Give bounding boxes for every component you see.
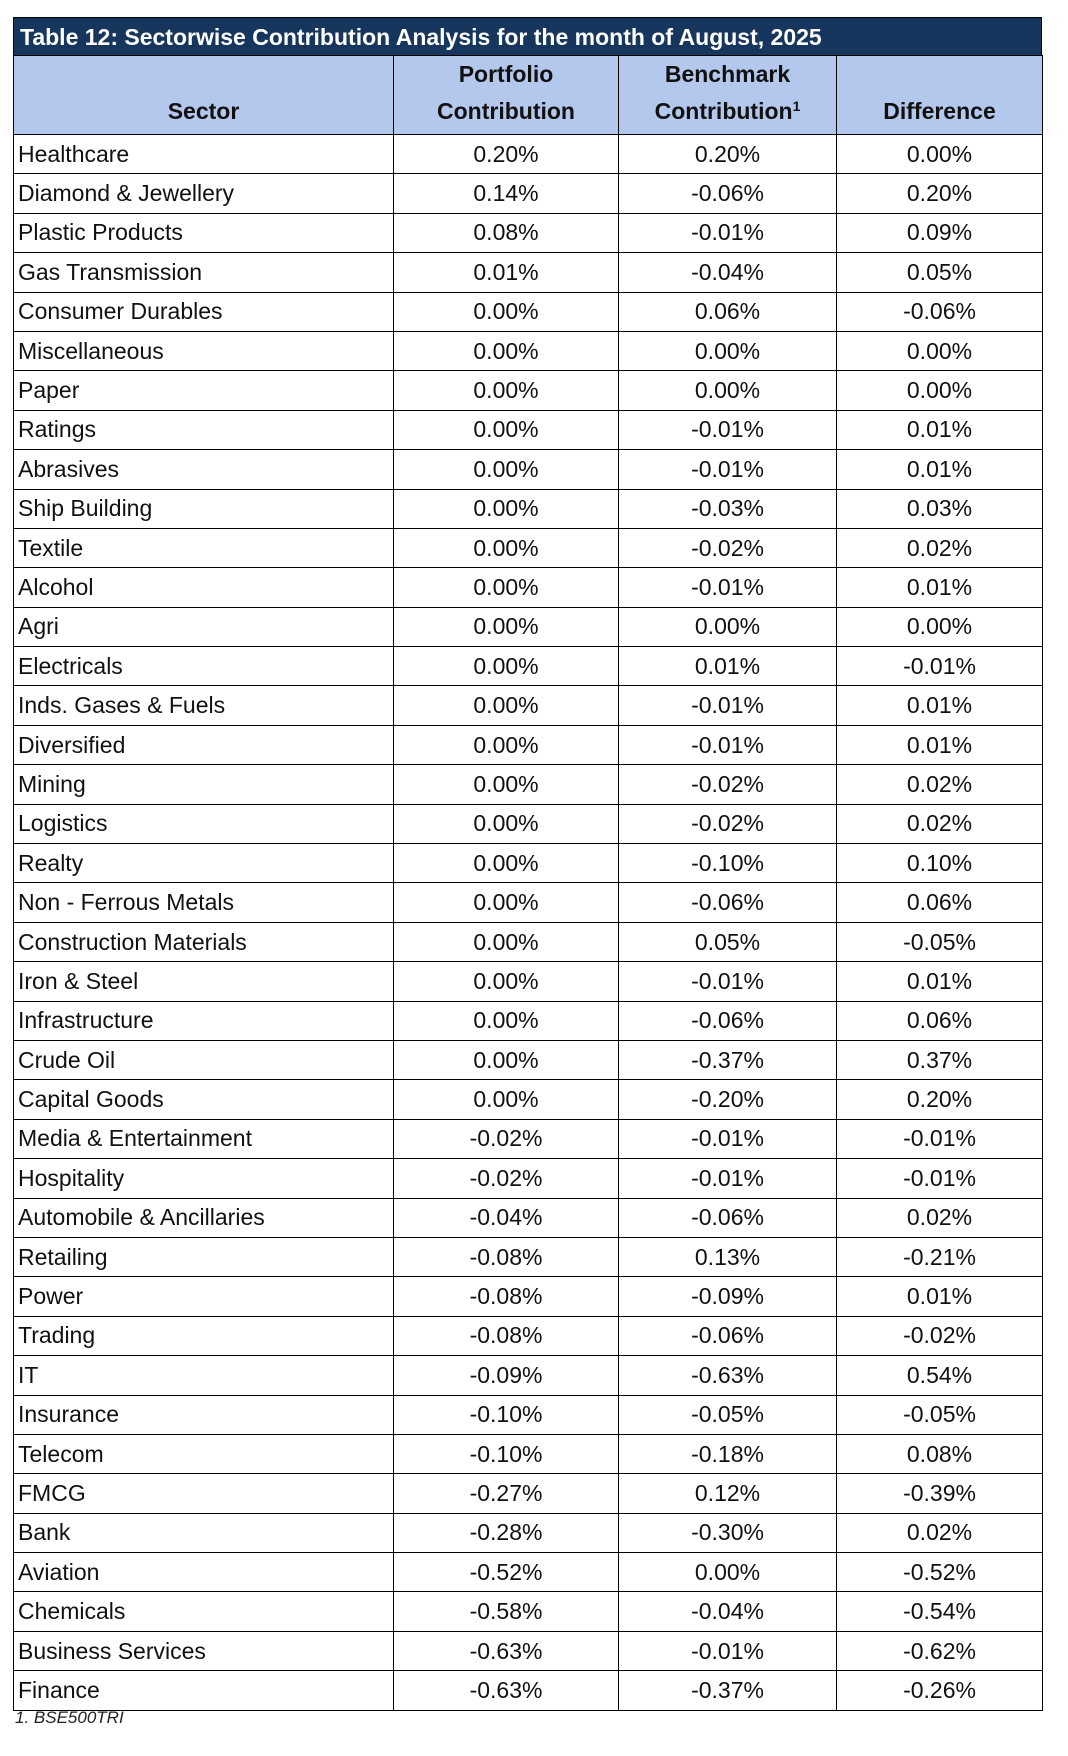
portfolio-contribution-cell: 0.00% bbox=[394, 528, 619, 567]
sector-cell: Iron & Steel bbox=[14, 962, 394, 1001]
sector-cell: Ship Building bbox=[14, 489, 394, 528]
header-difference bbox=[837, 56, 1043, 135]
header-benchmark-contribution bbox=[619, 56, 837, 135]
difference-cell: -0.05% bbox=[837, 922, 1043, 961]
benchmark-contribution-cell: 0.05% bbox=[619, 922, 837, 961]
sector-cell: Agri bbox=[14, 607, 394, 646]
table-row bbox=[14, 1553, 1043, 1592]
table-row bbox=[14, 135, 1043, 174]
table-row bbox=[14, 371, 1043, 410]
benchmark-contribution-cell: 0.00% bbox=[619, 607, 837, 646]
table-row bbox=[14, 213, 1043, 252]
sector-cell: Chemicals bbox=[14, 1592, 394, 1631]
sector-cell: Aviation bbox=[14, 1553, 394, 1592]
benchmark-contribution-cell: -0.01% bbox=[619, 962, 837, 1001]
portfolio-contribution-cell: -0.28% bbox=[394, 1513, 619, 1552]
difference-cell: 0.01% bbox=[837, 450, 1043, 489]
benchmark-contribution-cell: -0.30% bbox=[619, 1513, 837, 1552]
benchmark-contribution-cell: 0.06% bbox=[619, 292, 837, 331]
sector-cell: Construction Materials bbox=[14, 922, 394, 961]
portfolio-contribution-cell: 0.00% bbox=[394, 765, 619, 804]
portfolio-contribution-cell: -0.10% bbox=[394, 1395, 619, 1434]
benchmark-contribution-cell: -0.02% bbox=[619, 765, 837, 804]
table-row bbox=[14, 174, 1043, 213]
portfolio-contribution-cell: 0.00% bbox=[394, 962, 619, 1001]
header-sector bbox=[14, 56, 394, 135]
benchmark-contribution-cell: -0.01% bbox=[619, 686, 837, 725]
portfolio-contribution-cell: 0.00% bbox=[394, 489, 619, 528]
portfolio-contribution-cell: -0.10% bbox=[394, 1434, 619, 1473]
table-row bbox=[14, 1080, 1043, 1119]
table-row bbox=[14, 1356, 1043, 1395]
difference-cell: 0.03% bbox=[837, 489, 1043, 528]
table-row bbox=[14, 410, 1043, 449]
sector-cell: Business Services bbox=[14, 1631, 394, 1670]
header-sector-label: Sector bbox=[167, 98, 240, 124]
table-row bbox=[14, 922, 1043, 961]
sector-cell: Bank bbox=[14, 1513, 394, 1552]
benchmark-contribution-cell: -0.04% bbox=[619, 253, 837, 292]
sector-cell: Finance bbox=[14, 1671, 394, 1710]
sector-cell: Textile bbox=[14, 528, 394, 567]
benchmark-contribution-cell: -0.10% bbox=[619, 844, 837, 883]
footnote-marker: 1 bbox=[792, 98, 801, 114]
portfolio-contribution-cell: 0.20% bbox=[394, 135, 619, 174]
benchmark-contribution-cell: 0.00% bbox=[619, 1553, 837, 1592]
difference-cell: -0.21% bbox=[837, 1237, 1043, 1276]
benchmark-contribution-cell: -0.02% bbox=[619, 804, 837, 843]
portfolio-contribution-cell: 0.00% bbox=[394, 844, 619, 883]
sector-cell: Realty bbox=[14, 844, 394, 883]
difference-cell: 0.00% bbox=[837, 331, 1043, 370]
sector-cell: Crude Oil bbox=[14, 1040, 394, 1079]
difference-cell: 0.08% bbox=[837, 1434, 1043, 1473]
portfolio-contribution-cell: 0.00% bbox=[394, 647, 619, 686]
table-row bbox=[14, 1198, 1043, 1237]
portfolio-contribution-cell: -0.52% bbox=[394, 1553, 619, 1592]
portfolio-contribution-cell: -0.08% bbox=[394, 1237, 619, 1276]
table-row bbox=[14, 1434, 1043, 1473]
header-difference-label: Difference bbox=[883, 98, 996, 124]
table-row bbox=[14, 253, 1043, 292]
sector-cell: Plastic Products bbox=[14, 213, 394, 252]
sector-cell: Ratings bbox=[14, 410, 394, 449]
portfolio-contribution-cell: 0.00% bbox=[394, 725, 619, 764]
table-row bbox=[14, 1119, 1043, 1158]
benchmark-contribution-cell: -0.01% bbox=[619, 450, 837, 489]
benchmark-contribution-cell: -0.05% bbox=[619, 1395, 837, 1434]
difference-cell: 0.01% bbox=[837, 410, 1043, 449]
table-row bbox=[14, 883, 1043, 922]
sector-cell: Automobile & Ancillaries bbox=[14, 1198, 394, 1237]
footnote: 1. BSE500TRI bbox=[15, 1708, 124, 1727]
difference-cell: -0.06% bbox=[837, 292, 1043, 331]
benchmark-contribution-cell: -0.06% bbox=[619, 174, 837, 213]
benchmark-contribution-cell: -0.01% bbox=[619, 1631, 837, 1670]
sector-cell: Inds. Gases & Fuels bbox=[14, 686, 394, 725]
benchmark-contribution-cell: -0.06% bbox=[619, 1198, 837, 1237]
benchmark-contribution-cell: 0.12% bbox=[619, 1474, 837, 1513]
difference-cell: 0.01% bbox=[837, 962, 1043, 1001]
table-row bbox=[14, 804, 1043, 843]
difference-cell: -0.01% bbox=[837, 647, 1043, 686]
benchmark-contribution-cell: -0.01% bbox=[619, 410, 837, 449]
benchmark-contribution-cell: -0.01% bbox=[619, 725, 837, 764]
portfolio-contribution-cell: -0.02% bbox=[394, 1159, 619, 1198]
difference-cell: -0.01% bbox=[837, 1119, 1043, 1158]
sector-cell: Electricals bbox=[14, 647, 394, 686]
sector-cell: Power bbox=[14, 1277, 394, 1316]
portfolio-contribution-cell: 0.00% bbox=[394, 1001, 619, 1040]
sector-cell: FMCG bbox=[14, 1474, 394, 1513]
portfolio-contribution-cell: 0.00% bbox=[394, 1040, 619, 1079]
table-row bbox=[14, 1671, 1043, 1710]
benchmark-contribution-cell: -0.01% bbox=[619, 1159, 837, 1198]
sector-cell: Trading bbox=[14, 1316, 394, 1355]
benchmark-contribution-cell: 0.13% bbox=[619, 1237, 837, 1276]
benchmark-contribution-cell: -0.06% bbox=[619, 883, 837, 922]
portfolio-contribution-cell: 0.00% bbox=[394, 331, 619, 370]
sector-cell: Miscellaneous bbox=[14, 331, 394, 370]
sector-cell: Telecom bbox=[14, 1434, 394, 1473]
sector-cell: Mining bbox=[14, 765, 394, 804]
sector-cell: Paper bbox=[14, 371, 394, 410]
table-row bbox=[14, 607, 1043, 646]
table-row bbox=[14, 1395, 1043, 1434]
benchmark-contribution-cell: -0.18% bbox=[619, 1434, 837, 1473]
table-row bbox=[14, 1316, 1043, 1355]
sector-cell: Abrasives bbox=[14, 450, 394, 489]
benchmark-contribution-cell: -0.03% bbox=[619, 489, 837, 528]
difference-cell: -0.39% bbox=[837, 1474, 1043, 1513]
sector-cell: Retailing bbox=[14, 1237, 394, 1276]
portfolio-contribution-cell: -0.63% bbox=[394, 1671, 619, 1710]
benchmark-contribution-cell: -0.09% bbox=[619, 1277, 837, 1316]
portfolio-contribution-cell: 0.00% bbox=[394, 883, 619, 922]
sector-cell: Logistics bbox=[14, 804, 394, 843]
portfolio-contribution-cell: 0.00% bbox=[394, 292, 619, 331]
sector-cell: Alcohol bbox=[14, 568, 394, 607]
portfolio-contribution-cell: -0.27% bbox=[394, 1474, 619, 1513]
table-row bbox=[14, 1631, 1043, 1670]
table-row bbox=[14, 844, 1043, 883]
sector-cell: Media & Entertainment bbox=[14, 1119, 394, 1158]
benchmark-contribution-cell: 0.00% bbox=[619, 371, 837, 410]
portfolio-contribution-cell: -0.08% bbox=[394, 1277, 619, 1316]
table-row bbox=[14, 568, 1043, 607]
portfolio-contribution-cell: 0.00% bbox=[394, 450, 619, 489]
portfolio-contribution-cell: 0.00% bbox=[394, 804, 619, 843]
difference-cell: 0.05% bbox=[837, 253, 1043, 292]
portfolio-contribution-cell: -0.02% bbox=[394, 1119, 619, 1158]
difference-cell: 0.06% bbox=[837, 1001, 1043, 1040]
benchmark-contribution-cell: -0.20% bbox=[619, 1080, 837, 1119]
table-row bbox=[14, 725, 1043, 764]
sector-cell: Healthcare bbox=[14, 135, 394, 174]
difference-cell: 0.02% bbox=[837, 765, 1043, 804]
benchmark-contribution-cell: -0.01% bbox=[619, 1119, 837, 1158]
table-title: Table 12: Sectorwise Contribution Analysis for the month of August, 2025 bbox=[13, 17, 1042, 55]
difference-cell: 0.37% bbox=[837, 1040, 1043, 1079]
portfolio-contribution-cell: 0.00% bbox=[394, 568, 619, 607]
table-row bbox=[14, 765, 1043, 804]
difference-cell: 0.09% bbox=[837, 213, 1043, 252]
table-row bbox=[14, 292, 1043, 331]
benchmark-contribution-cell: -0.01% bbox=[619, 213, 837, 252]
table-row bbox=[14, 450, 1043, 489]
table-row bbox=[14, 647, 1043, 686]
benchmark-contribution-cell: -0.01% bbox=[619, 568, 837, 607]
difference-cell: -0.26% bbox=[837, 1671, 1043, 1710]
difference-cell: 0.02% bbox=[837, 1513, 1043, 1552]
contribution-table bbox=[13, 55, 1043, 1711]
table-row bbox=[14, 1513, 1043, 1552]
difference-cell: 0.01% bbox=[837, 725, 1043, 764]
header-benchmark-line1: Benchmark bbox=[664, 61, 791, 87]
portfolio-contribution-cell: 0.08% bbox=[394, 213, 619, 252]
portfolio-contribution-cell: 0.01% bbox=[394, 253, 619, 292]
difference-cell: 0.02% bbox=[837, 1198, 1043, 1237]
table-row bbox=[14, 962, 1043, 1001]
benchmark-contribution-cell: -0.04% bbox=[619, 1592, 837, 1631]
table-row bbox=[14, 1159, 1043, 1198]
sector-cell: Insurance bbox=[14, 1395, 394, 1434]
benchmark-contribution-cell: -0.02% bbox=[619, 528, 837, 567]
portfolio-contribution-cell: 0.00% bbox=[394, 686, 619, 725]
sector-cell: Hospitality bbox=[14, 1159, 394, 1198]
table-row bbox=[14, 1592, 1043, 1631]
sector-cell: Diversified bbox=[14, 725, 394, 764]
header-portfolio-line1: Portfolio bbox=[458, 61, 554, 87]
table-row bbox=[14, 686, 1043, 725]
benchmark-contribution-cell: -0.06% bbox=[619, 1316, 837, 1355]
table-body bbox=[14, 135, 1043, 1711]
table-row bbox=[14, 528, 1043, 567]
portfolio-contribution-cell: -0.58% bbox=[394, 1592, 619, 1631]
difference-cell: 0.02% bbox=[837, 528, 1043, 567]
portfolio-contribution-cell: 0.00% bbox=[394, 1080, 619, 1119]
difference-cell: -0.05% bbox=[837, 1395, 1043, 1434]
benchmark-contribution-cell: 0.20% bbox=[619, 135, 837, 174]
contribution-table-container bbox=[13, 17, 1042, 1711]
difference-cell: 0.20% bbox=[837, 1080, 1043, 1119]
difference-cell: -0.02% bbox=[837, 1316, 1043, 1355]
table-row bbox=[14, 489, 1043, 528]
difference-cell: 0.54% bbox=[837, 1356, 1043, 1395]
sector-cell: Diamond & Jewellery bbox=[14, 174, 394, 213]
sector-cell: IT bbox=[14, 1356, 394, 1395]
sector-cell: Capital Goods bbox=[14, 1080, 394, 1119]
difference-cell: 0.01% bbox=[837, 568, 1043, 607]
portfolio-contribution-cell: -0.63% bbox=[394, 1631, 619, 1670]
portfolio-contribution-cell: 0.00% bbox=[394, 410, 619, 449]
sector-cell: Gas Transmission bbox=[14, 253, 394, 292]
difference-cell: 0.06% bbox=[837, 883, 1043, 922]
header-row bbox=[14, 56, 1043, 135]
difference-cell: -0.54% bbox=[837, 1592, 1043, 1631]
difference-cell: 0.00% bbox=[837, 607, 1043, 646]
benchmark-contribution-cell: 0.01% bbox=[619, 647, 837, 686]
benchmark-contribution-cell: 0.00% bbox=[619, 331, 837, 370]
table-row bbox=[14, 1237, 1043, 1276]
table-row bbox=[14, 1040, 1043, 1079]
difference-cell: -0.01% bbox=[837, 1159, 1043, 1198]
difference-cell: 0.01% bbox=[837, 1277, 1043, 1316]
benchmark-contribution-cell: -0.37% bbox=[619, 1671, 837, 1710]
table-row bbox=[14, 1277, 1043, 1316]
portfolio-contribution-cell: -0.04% bbox=[394, 1198, 619, 1237]
portfolio-contribution-cell: -0.08% bbox=[394, 1316, 619, 1355]
portfolio-contribution-cell: 0.00% bbox=[394, 922, 619, 961]
portfolio-contribution-cell: 0.00% bbox=[394, 371, 619, 410]
table-row bbox=[14, 331, 1043, 370]
header-portfolio-contribution bbox=[394, 56, 619, 135]
sector-cell: Infrastructure bbox=[14, 1001, 394, 1040]
header-portfolio-line2: Contribution bbox=[437, 98, 575, 124]
portfolio-contribution-cell: 0.00% bbox=[394, 607, 619, 646]
benchmark-contribution-cell: -0.37% bbox=[619, 1040, 837, 1079]
difference-cell: 0.20% bbox=[837, 174, 1043, 213]
difference-cell: 0.01% bbox=[837, 686, 1043, 725]
difference-cell: 0.02% bbox=[837, 804, 1043, 843]
difference-cell: 0.00% bbox=[837, 135, 1043, 174]
sector-cell: Consumer Durables bbox=[14, 292, 394, 331]
difference-cell: 0.00% bbox=[837, 371, 1043, 410]
portfolio-contribution-cell: -0.09% bbox=[394, 1356, 619, 1395]
sector-cell: Non - Ferrous Metals bbox=[14, 883, 394, 922]
benchmark-contribution-cell: -0.06% bbox=[619, 1001, 837, 1040]
table-row bbox=[14, 1474, 1043, 1513]
difference-cell: -0.62% bbox=[837, 1631, 1043, 1670]
table-header bbox=[14, 56, 1043, 135]
portfolio-contribution-cell: 0.14% bbox=[394, 174, 619, 213]
difference-cell: 0.10% bbox=[837, 844, 1043, 883]
table-row bbox=[14, 1001, 1043, 1040]
difference-cell: -0.52% bbox=[837, 1553, 1043, 1592]
benchmark-contribution-cell: -0.63% bbox=[619, 1356, 837, 1395]
header-benchmark-line2: Contribution bbox=[654, 98, 793, 124]
